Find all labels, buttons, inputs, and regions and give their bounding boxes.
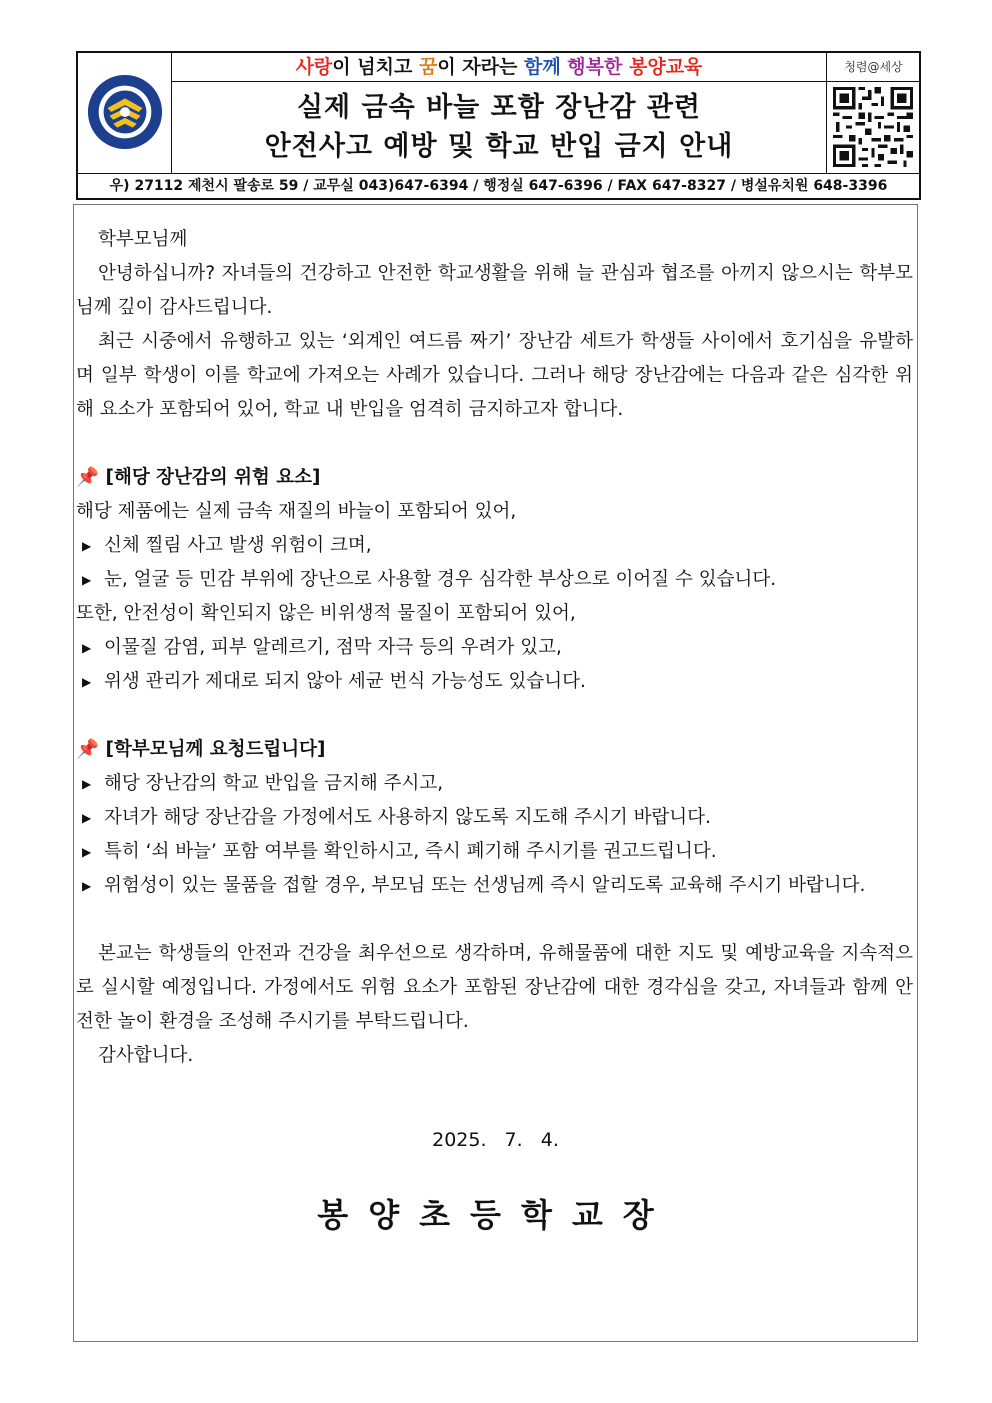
slogan-segment: 행복한 — [567, 56, 629, 78]
slogan-segment: 이 넘치고 — [332, 56, 419, 78]
slogan-segment: 봉양교육 — [628, 56, 703, 78]
list-item: ▶ 해당 장난감의 학교 반입을 금지해 주시고, — [74, 767, 917, 801]
thanks: 감사합니다. — [98, 1045, 194, 1066]
letter-date: 2025. 7. 4. — [432, 1129, 559, 1151]
slogan-segment: 함께 — [523, 56, 568, 78]
paragraph-intro: 안녕하십니까? 자녀들의 건강하고 안전한 학교생활을 위해 늘 관심과 협조를 아끼지 않으시는 학부모님께 깊이 감사드립니다. — [76, 263, 913, 318]
slogan-segment: 사랑 — [295, 56, 333, 78]
triangle-bullet-icon: ▶ — [82, 675, 92, 689]
triangle-bullet-icon: ▶ — [82, 845, 92, 859]
title-line-1: 실제 금속 바늘 포함 장난감 관련 — [296, 92, 702, 123]
triangle-bullet-icon: ▶ — [82, 641, 92, 655]
list-item: ▶ 자녀가 해당 장난감을 가정에서도 사용하지 않도록 지도해 주시기 바랍니다. — [74, 801, 917, 835]
triangle-bullet-icon: ▶ — [82, 777, 92, 791]
page-title — [172, 82, 826, 173]
slogan — [172, 53, 826, 82]
contact-address: 우) 27112 제천시 팔송로 59 / 교무실 043)647-6394 / 행정실 647-6396 / FAX 647-8327 / 병설유치원 648-3396 — [78, 173, 919, 198]
right-cell — [826, 53, 919, 173]
paragraph-closing: 본교는 학생들의 안전과 건강을 최우선으로 생각하며, 유해물품에 대한 지도 및 예방교육을 지속적으로 실시할 예정입니다. 가정에서도 위험 요소가 포함된 장난감에 대한 경각심을 갖고, 자녀들과 함께 안전한 놀이 환경을 조성해 주시기를 부탁드립니다. — [76, 943, 913, 1032]
letter-header — [76, 51, 921, 200]
list-item: ▶ 위험성이 있는 물품을 접할 경우, 부모님 또는 선생님께 즉시 알리도록 교육해 주시기 바랍니다. — [74, 869, 917, 903]
risk-intro: 해당 제품에는 실제 금속 재질의 바늘이 포함되어 있어, — [76, 501, 517, 522]
triangle-bullet-icon: ▶ — [82, 811, 92, 825]
list-item: ▶ 이물질 감염, 피부 알레르기, 점막 자극 등의 우려가 있고, — [74, 631, 917, 665]
section-request-title — [74, 733, 917, 767]
risk-list-b — [74, 631, 917, 699]
section-request-label: [학부모님께 요청드립니다] — [105, 739, 326, 760]
triangle-bullet-icon: ▶ — [82, 539, 92, 553]
letter-body — [73, 204, 918, 1342]
slogan-segment: 이 자라는 — [437, 56, 524, 78]
triangle-bullet-icon: ▶ — [82, 573, 92, 587]
pushpin-icon: 📌 — [76, 467, 100, 488]
integrity-brand: 청렴@세상 — [827, 53, 920, 82]
title-line-2: 안전사고 예방 및 학교 반입 금지 안내 — [264, 131, 734, 162]
pushpin-icon: 📌 — [76, 739, 100, 760]
request-list — [74, 767, 917, 903]
qr-code-icon — [833, 86, 913, 168]
section-risk-title — [74, 461, 917, 495]
risk-list-a — [74, 529, 917, 597]
greeting: 학부모님께 — [98, 229, 188, 250]
list-item: ▶ 특히 ‘쇠 바늘’ 포함 여부를 확인하시고, 즉시 폐기해 주시기를 권고드립니다. — [74, 835, 917, 869]
letter-content — [74, 223, 917, 1245]
school-emblem-icon — [86, 73, 164, 151]
logo-cell — [78, 53, 172, 173]
section-risk-label: [해당 장난감의 위험 요소] — [105, 467, 321, 488]
slogan-segment: 꿈 — [418, 56, 438, 78]
risk-intro-2: 또한, 안전성이 확인되지 않은 비위생적 물질이 포함되어 있어, — [76, 603, 576, 624]
list-item: ▶ 위생 관리가 제대로 되지 않아 세균 번식 가능성도 있습니다. — [74, 665, 917, 699]
list-item: ▶ 신체 찔림 사고 발생 위험이 크며, — [74, 529, 917, 563]
list-item: ▶ 눈, 얼굴 등 민감 부위에 장난으로 사용할 경우 심각한 부상으로 이어질 수 있습니다. — [74, 563, 917, 597]
paragraph-situation: 최근 시중에서 유행하고 있는 ‘외계인 여드름 짜기’ 장난감 세트가 학생들 사이에서 호기심을 유발하며 일부 학생이 이를 학교에 가져오는 사례가 있습니다. 그러나 해당 장난감에는 다음과 같은 심각한 위해 요소가 포함되어 있어, 학교 내 반입을 엄격히 금지하고자 합니다. — [76, 331, 913, 420]
signature: 봉양초등학교장 — [317, 1196, 674, 1234]
triangle-bullet-icon: ▶ — [82, 879, 92, 893]
